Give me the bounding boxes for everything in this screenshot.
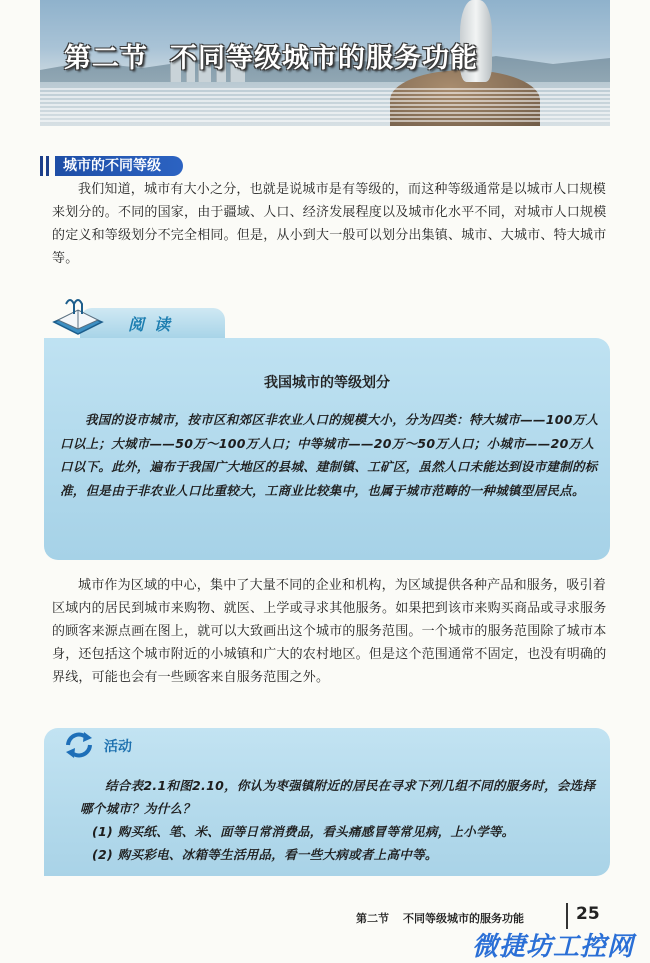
paragraph-intro: 我们知道，城市有大小之分，也就是说城市是有等级的，而这种等级通常是以城市人口规模来划分的。不同的国家，由于疆域、人口、经济发展程度以及城市化水平不同，对城市人口规模的定义和等级划分不完全相同。但是，从小到大一般可以划分出集镇、城市、大城市、特大城市等。 [52,182,607,266]
banner-stripes [40,88,610,124]
header-banner [40,0,610,126]
footer-section-name: 不同等级城市的服务功能 [403,912,524,925]
page-number: 25 [576,904,600,924]
footer-running-title [356,910,524,926]
paragraph-service-area: 城市作为区域的中心，集中了大量不同的企业和机构，为区域提供各种产品和服务，吸引着区域内的居民到城市来购物、就医、上学或寻求其他服务。如果把到该市来购买商品或寻求服务的顾客来源点画在图上，就可以大致画出这个城市的服务范围。一个城市的服务范围除了城市本身，还包括这个城市附近的小城镇和广大的农村地区。但是这个范围通常不固定，也没有明确的界线，可能也会有一些顾客来自服务范围之外。 [52,578,607,685]
section-title [64,36,478,75]
section-number: 第二节 [64,43,148,74]
watermark: 微捷坊工控网 [472,932,635,962]
reading-tab [40,296,225,340]
subheading-label: 城市的不同等级 [55,156,183,176]
book-icon [48,296,108,340]
footer-section-number: 第二节 [356,912,389,925]
refresh-icon [62,730,96,760]
section-name: 不同等级城市的服务功能 [170,43,478,74]
reading-title: 我国城市的等级划分 [264,375,390,391]
subheading-bars-icon [40,156,49,176]
activity-label: 活动 [104,739,132,755]
subheading [40,156,183,176]
activity-item-1: (1) 购买纸、笔、米、面等日常消费品，看头痛感冒等常见病，上小学等。 [92,824,515,839]
reading-body: 我国的设市城市，按市区和郊区非农业人口的规模大小，分为四类：特大城市——100万人口以上；大城市——50万～100万人口；中等城市——20万～50万人口；小城市——20万人口以下。此外，遍布于我国广大地区的县城、建制镇、工矿区，虽然人口未能达到设市建制的标准，但是由于非农业人口比重较大，工商业比较集中，也属于城市范畴的一种城镇型居民点。 [60,412,599,498]
reading-label: 阅读 [128,315,181,334]
activity-item-2: (2) 购买彩电、冰箱等生活用品，看一些大病或者上高中等。 [92,847,438,862]
activity-question: 结合表2.1和图2.10，你认为枣强镇附近的居民在寻求下列几组不同的服务时，会选择哪个城市？为什么？ [80,778,596,816]
